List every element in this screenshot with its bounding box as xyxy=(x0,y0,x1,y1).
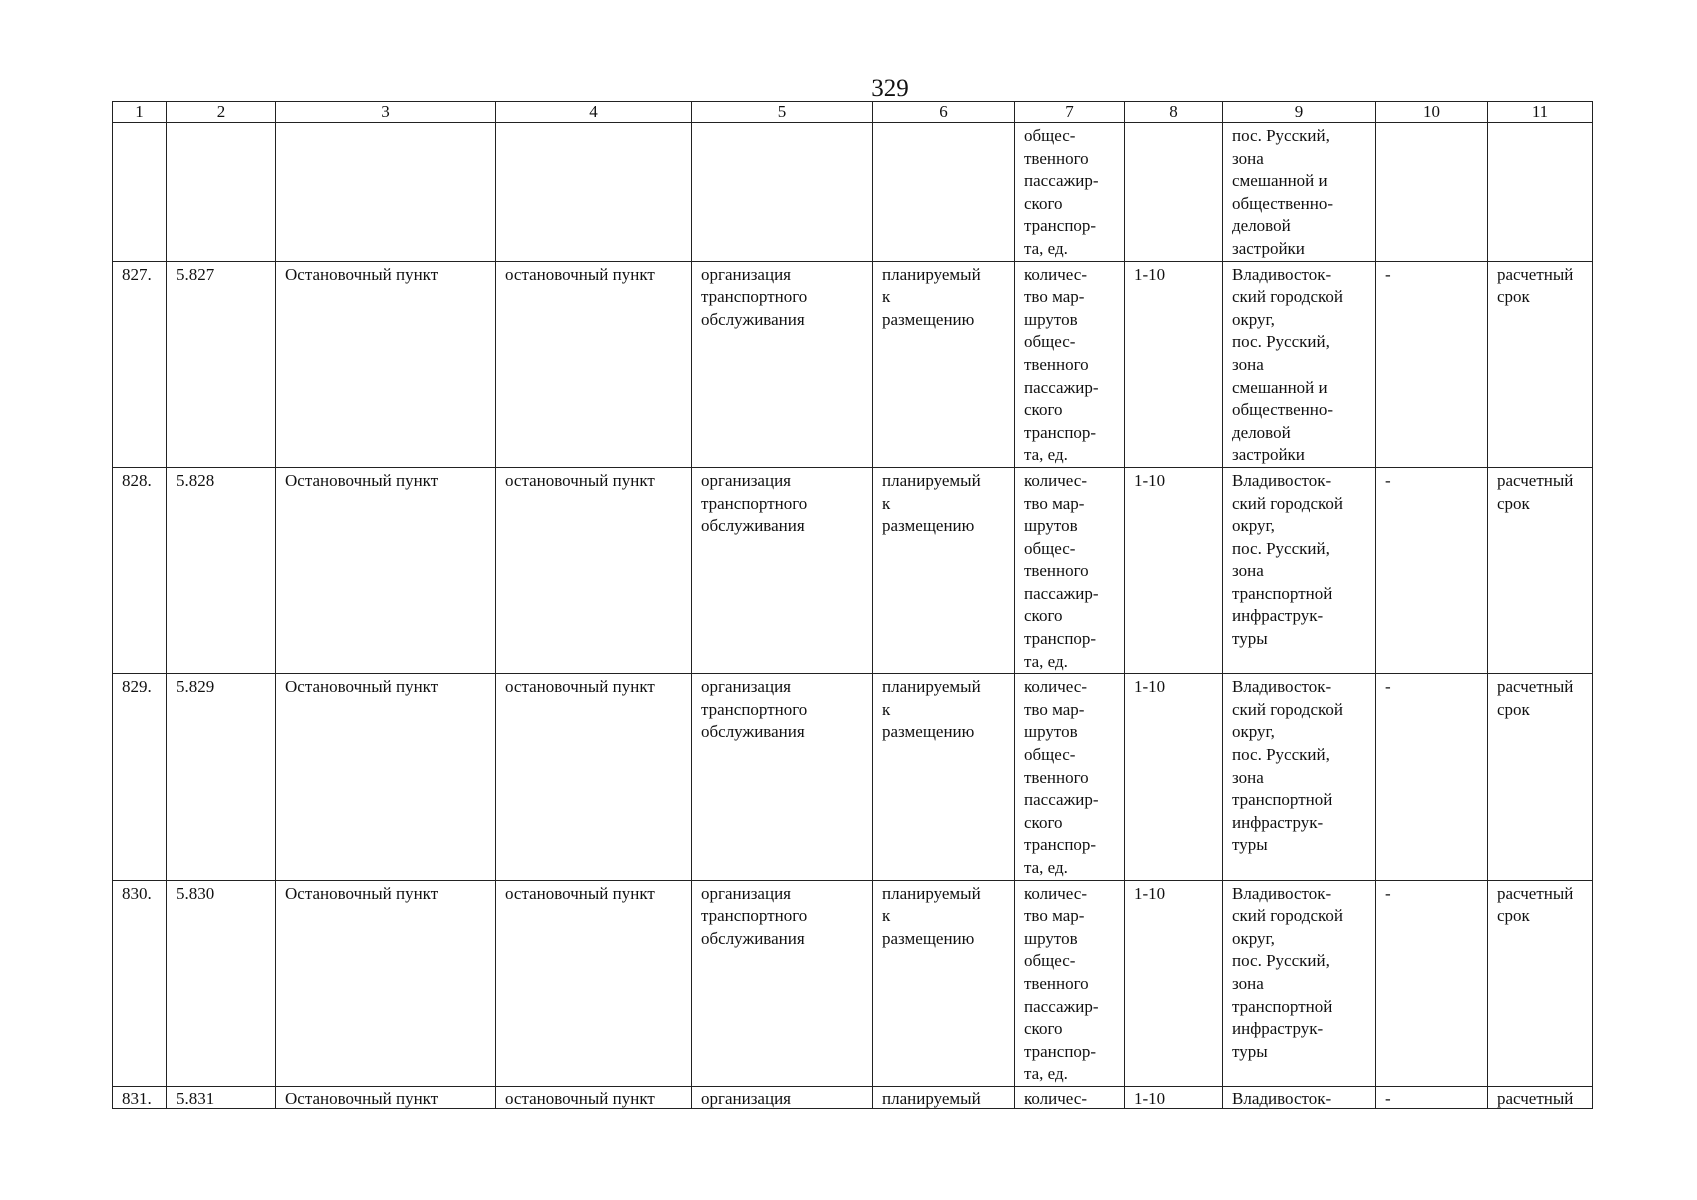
cell-indicator: количес- тво мар- шрутов общес- твенного пассажир- ского транспор- та, ед. xyxy=(1015,467,1125,673)
header-cell: 8 xyxy=(1125,102,1223,123)
planning-table xyxy=(112,101,1593,1109)
cell-name: Остановочный пункт xyxy=(276,261,496,467)
cell-number: 830. xyxy=(113,880,167,1086)
header-cell: 3 xyxy=(276,102,496,123)
header-cell: 1 xyxy=(113,102,167,123)
cell-status: планируемый xyxy=(873,1086,1015,1108)
cell-indicator: количес- xyxy=(1015,1086,1125,1108)
cell-number: 831. xyxy=(113,1086,167,1108)
cell-empty xyxy=(276,123,496,262)
cell-empty xyxy=(1488,123,1593,262)
cell-kind: остановочный пункт xyxy=(496,467,692,673)
cell-empty xyxy=(113,123,167,262)
cell-purpose: организация транспортного обслуживания xyxy=(692,467,873,673)
cell-purpose: организация транспортного обслуживания xyxy=(692,674,873,880)
cell-empty xyxy=(873,123,1015,262)
column-number-header xyxy=(113,102,1593,123)
header-cell: 5 xyxy=(692,102,873,123)
cell-location: пос. Русский, зона смешанной и общественно- деловой застройки xyxy=(1223,123,1376,262)
cell-term: расчетный xyxy=(1488,1086,1593,1108)
header-cell: 9 xyxy=(1223,102,1376,123)
cell-kind: остановочный пункт xyxy=(496,1086,692,1108)
header-cell: 7 xyxy=(1015,102,1125,123)
cell-code: 5.831 xyxy=(167,1086,276,1108)
page-number: 329 xyxy=(871,75,909,102)
cell-number: 828. xyxy=(113,467,167,673)
cell-purpose: организация xyxy=(692,1086,873,1108)
cell-empty xyxy=(496,123,692,262)
header-cell: 11 xyxy=(1488,102,1593,123)
cell-kind: остановочный пункт xyxy=(496,674,692,880)
cell-location: Владивосток- ский городской округ, пос. Русский, зона транспортной инфраструк- туры xyxy=(1223,674,1376,880)
cell-number: 829. xyxy=(113,674,167,880)
cell-value: 1-10 xyxy=(1125,880,1223,1086)
header-cell: 2 xyxy=(167,102,276,123)
cell-indicator: количес- тво мар- шрутов общес- твенного пассажир- ского транспор- та, ед. xyxy=(1015,880,1125,1086)
cell-term: расчетный срок xyxy=(1488,674,1593,880)
table-row xyxy=(113,880,1593,1086)
header-cell: 4 xyxy=(496,102,692,123)
cell-term: расчетный срок xyxy=(1488,261,1593,467)
table-row xyxy=(113,467,1593,673)
cell-value: 1-10 xyxy=(1125,1086,1223,1108)
cell-code: 5.828 xyxy=(167,467,276,673)
cell-location: Владивосток- xyxy=(1223,1086,1376,1108)
cell-zone: - xyxy=(1376,467,1488,673)
cell-code: 5.829 xyxy=(167,674,276,880)
cell-zone: - xyxy=(1376,1086,1488,1108)
cell-name: Остановочный пункт xyxy=(276,674,496,880)
cell-name: Остановочный пункт xyxy=(276,467,496,673)
cell-location: Владивосток- ский городской округ, пос. Русский, зона транспортной инфраструк- туры xyxy=(1223,467,1376,673)
cell-zone: - xyxy=(1376,880,1488,1086)
table-row xyxy=(113,674,1593,880)
cell-kind: остановочный пункт xyxy=(496,261,692,467)
header-cell: 6 xyxy=(873,102,1015,123)
cell-purpose: организация транспортного обслуживания xyxy=(692,880,873,1086)
table-row-continuation xyxy=(113,123,1593,262)
cell-value: 1-10 xyxy=(1125,467,1223,673)
cell-name: Остановочный пункт xyxy=(276,1086,496,1108)
cell-name: Остановочный пункт xyxy=(276,880,496,1086)
cell-empty xyxy=(167,123,276,262)
cell-status: планируемый к размещению xyxy=(873,880,1015,1086)
cell-indicator: общес- твенного пассажир- ского транспор- та, ед. xyxy=(1015,123,1125,262)
header-cell: 10 xyxy=(1376,102,1488,123)
cell-code: 5.827 xyxy=(167,261,276,467)
cell-kind: остановочный пункт xyxy=(496,880,692,1086)
cell-purpose: организация транспортного обслуживания xyxy=(692,261,873,467)
cell-value: 1-10 xyxy=(1125,674,1223,880)
cell-number: 827. xyxy=(113,261,167,467)
cell-value: 1-10 xyxy=(1125,261,1223,467)
cell-zone: - xyxy=(1376,674,1488,880)
cell-empty xyxy=(1125,123,1223,262)
cell-status: планируемый к размещению xyxy=(873,261,1015,467)
table-row xyxy=(113,1086,1593,1108)
cell-location: Владивосток- ский городской округ, пос. Русский, зона транспортной инфраструк- туры xyxy=(1223,880,1376,1086)
cell-code: 5.830 xyxy=(167,880,276,1086)
cell-term: расчетный срок xyxy=(1488,467,1593,673)
cell-location: Владивосток- ский городской округ, пос. Русский, зона смешанной и общественно- деловой застройки xyxy=(1223,261,1376,467)
cell-empty xyxy=(1376,123,1488,262)
cell-term: расчетный срок xyxy=(1488,880,1593,1086)
cell-zone: - xyxy=(1376,261,1488,467)
cell-indicator: количес- тво мар- шрутов общес- твенного пассажир- ского транспор- та, ед. xyxy=(1015,674,1125,880)
table-row xyxy=(113,261,1593,467)
cell-empty xyxy=(692,123,873,262)
cell-indicator: количес- тво мар- шрутов общес- твенного пассажир- ского транспор- та, ед. xyxy=(1015,261,1125,467)
cell-status: планируемый к размещению xyxy=(873,467,1015,673)
cell-status: планируемый к размещению xyxy=(873,674,1015,880)
